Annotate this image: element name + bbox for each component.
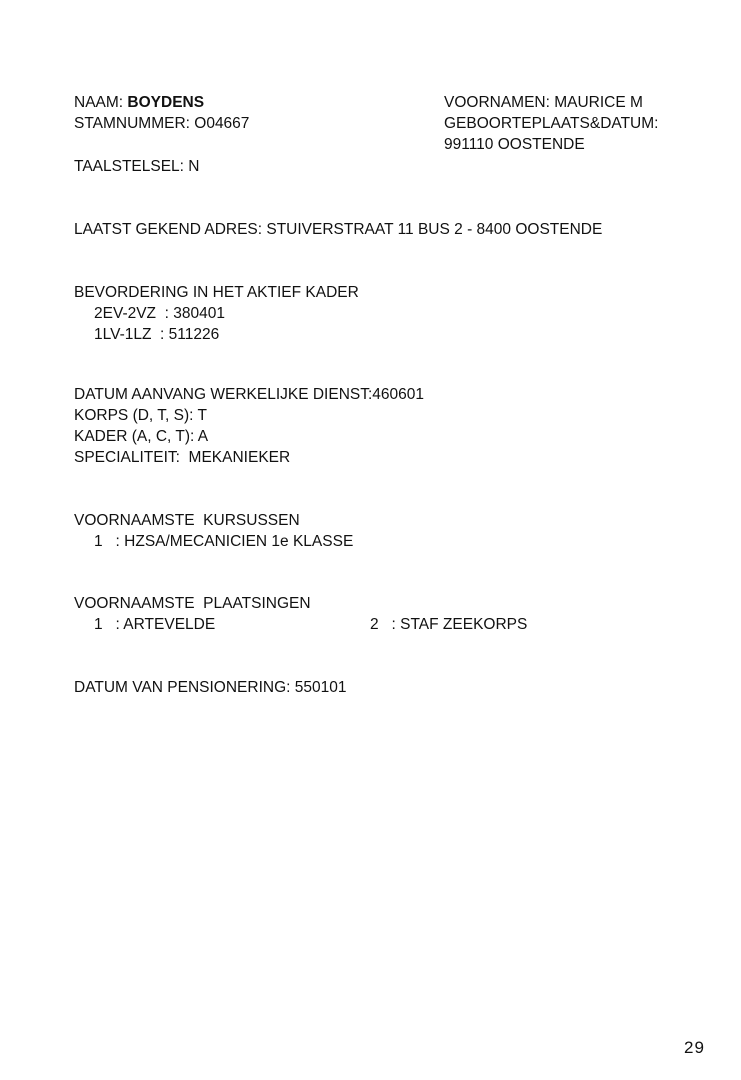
header-block [74,92,714,155]
plaatsingen-line [74,614,714,635]
bevordering-section [74,282,359,345]
voornamen: VOORNAMEN: MAURICE M [444,94,643,111]
plaatsing-item: 2 : STAF ZEEKORPS [370,616,528,633]
kader: KADER (A, C, T): A [74,428,209,445]
geboorte-label: GEBOORTEPLAATS&DATUM: [444,115,659,132]
naam-line [74,92,714,113]
korps: KORPS (D, T, S): T [74,407,207,424]
bevordering-item: 2EV-2VZ : 380401 [94,305,225,322]
naam-label: NAAM: [74,94,124,111]
stamnummer: STAMNUMMER: O04667 [74,115,250,132]
stamnummer-line [74,113,714,134]
plaatsing-item: 1 : ARTEVELDE [94,616,216,633]
naam-value: BOYDENS [127,94,205,111]
bevordering-item: 1LV-1LZ : 511226 [94,326,220,343]
pensionering: DATUM VAN PENSIONERING: 550101 [74,679,347,696]
kursus-item: 1 : HZSA/MECANICIEN 1e KLASSE [94,533,354,550]
specialiteit: SPECIALITEIT: MEKANIEKER [74,449,291,466]
kursussen-title: VOORNAAMSTE KURSUSSEN [74,512,300,529]
plaatsingen-title: VOORNAAMSTE PLAATSINGEN [74,595,311,612]
geboorte-line [74,134,714,155]
taalstelsel: TAALSTELSEL: N [74,158,200,175]
kursussen-section [74,510,353,552]
aanvang-dienst: DATUM AANVANG WERKELIJKE DIENST:460601 [74,386,425,403]
page-number: 29 [684,1038,705,1057]
bevordering-title: BEVORDERING IN HET AKTIEF KADER [74,284,359,301]
adres-line: LAATST GEKEND ADRES: STUIVERSTRAAT 11 BUS 2 - 8400 OOSTENDE [74,221,603,238]
geboorte-value: 991110 OOSTENDE [444,136,585,153]
dienst-section [74,384,424,468]
plaatsingen-section [74,593,714,635]
